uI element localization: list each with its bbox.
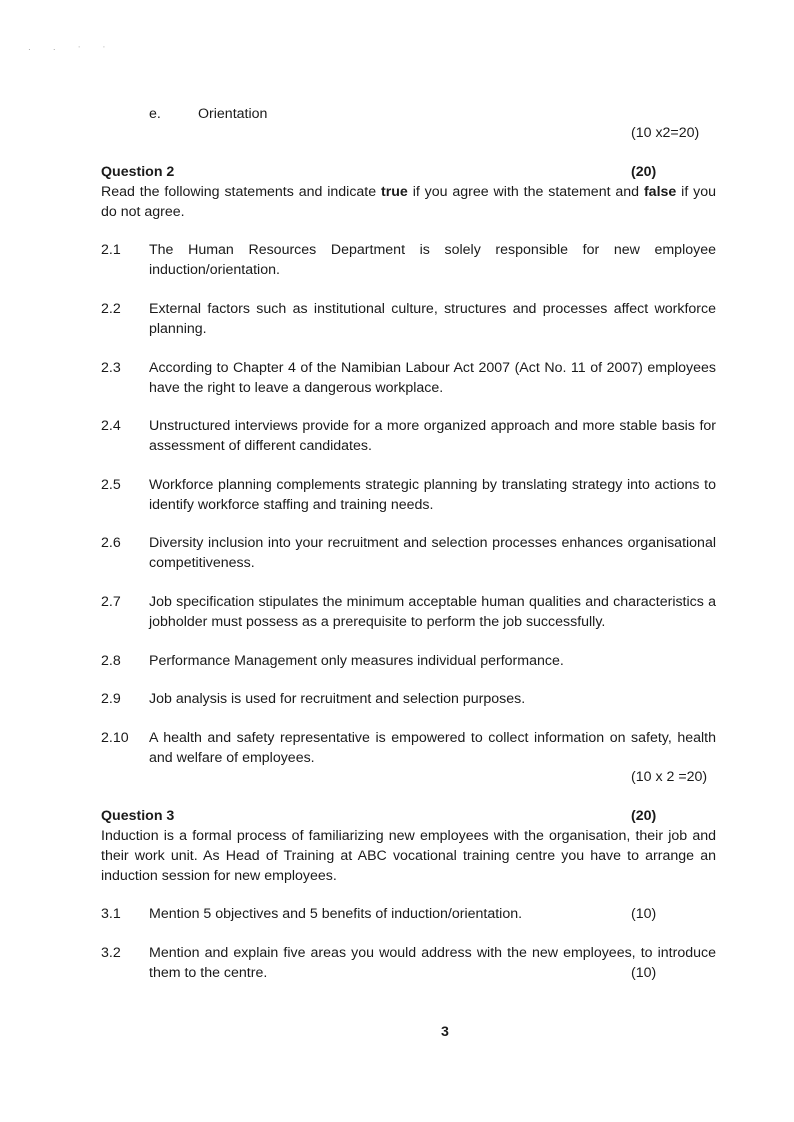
question3-title: Question 3 bbox=[101, 808, 175, 824]
question2-instructions: Read the following statements and indicate true if you agree with the statement and false if you do not agree. bbox=[101, 184, 716, 220]
page-number: 3 bbox=[441, 1024, 449, 1040]
item-letter-e: e. bbox=[149, 106, 161, 122]
question2-title: Question 2 bbox=[101, 164, 175, 180]
question2-marks: (20) bbox=[631, 164, 657, 180]
item-marks: (10) bbox=[631, 906, 657, 922]
scan-specks: · · ˈ ˈ bbox=[28, 45, 116, 54]
item-orientation: Orientation bbox=[198, 106, 268, 122]
question3-marks: (20) bbox=[631, 808, 657, 824]
item-marks: (10) bbox=[631, 965, 657, 981]
question3-intro: Induction is a formal process of familiarizing new employees with the organisation, their job and their work unit. As Head of Training at ABC vocational training centre you have to arrange an induction session for new employees. bbox=[101, 828, 716, 884]
question2-total-marks: (10 x 2 =20) bbox=[631, 769, 708, 785]
question1-total-marks: (10 x2=20) bbox=[631, 125, 700, 141]
